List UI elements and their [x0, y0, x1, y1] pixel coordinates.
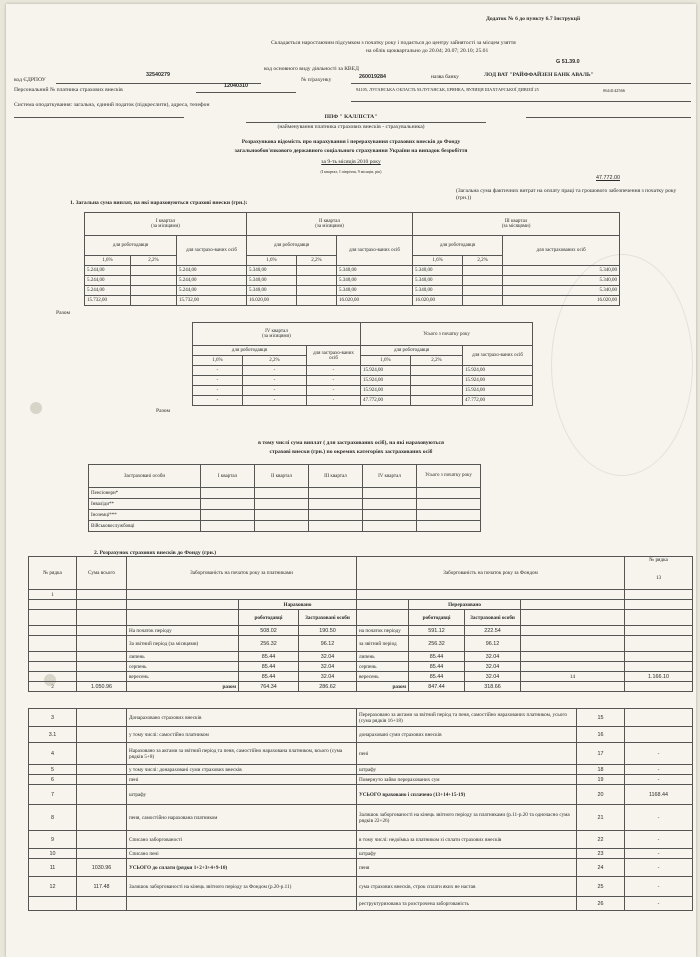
company-name: ППФ " КАЛЛІСТА": [324, 114, 378, 120]
table-row: Інваліди**: [89, 499, 481, 510]
rate-2: 2,2%: [297, 256, 337, 266]
table-row: - - - 15.924,00 15.924,00: [193, 386, 533, 396]
period-caption: (І квартал, І півріччя, 9 місяців, рік): [320, 169, 382, 174]
report-title-2: загальнообов'язкового державного соціального страхування України на випадок безробіття: [234, 148, 468, 154]
rate-2: 2,2%: [131, 256, 177, 266]
table-row: 11 1030.96 УСЬОГО до сплати (рядки 1+2+3+4+9-10) пеня 24 -: [29, 859, 693, 877]
table-row: 3.1 у тому числі: самостійно платником донараховані суми страхових внесків 16: [29, 727, 693, 743]
table-row: Іноземці***: [89, 510, 481, 521]
report-title-1: Розрахункова відомість про нарахування і перерахування страхових внесків до Фонду: [241, 139, 461, 145]
payer-no-label: Персональний № платника страхових внесків: [14, 87, 123, 93]
report-period: за 9-ть місяців 2010 року: [321, 159, 381, 165]
employer-header: для роботодавця: [413, 236, 503, 256]
account: 260019284: [359, 74, 386, 80]
table-row: - - - 15.924,00 15.924,00: [193, 376, 533, 386]
q2-header: ІІ квартал (за місяцями): [247, 213, 413, 236]
registration-note: на облік щоквартально до 20.04; 20.07; 20.10; 25.01: [366, 48, 489, 54]
total-top: 47.772.00: [596, 175, 620, 181]
payments-table-q1-q3: [84, 212, 620, 306]
insured-header: для застрахо-ваних осіб: [177, 236, 247, 266]
table-row: 10 Списано пені штрафу 23 -: [29, 849, 693, 859]
account-label: № п/рахунку: [301, 77, 332, 83]
compiled-note: Складається наростаючим підсумком з початку року і подається до центру зайнятості за місцем узяття: [271, 40, 516, 46]
tax-system-label: Система оподаткування: загальна, єдиний податок (підкреслити), адреса, телефон: [14, 102, 210, 108]
ytd-header: Усього з початку року: [361, 323, 533, 346]
table-row-total: 15.732,00 15.732,00 16.020,00 16.020,00 16.020,00 16.020,00: [85, 296, 620, 306]
contributions-lines-table: [28, 708, 693, 911]
section2-title: 2. Розрахунок страхових внесків до Фонду (грн.): [94, 550, 217, 556]
table-row-total: - - - 47.772,00 47.772,00: [193, 396, 533, 406]
payments-table-q4-ytd: IV квартал (за місяцями) Усього з початку року для роботодавця для застрахо-ваних осіб для роботодавця для застрахо-ваних осіб 1,6% 2,2% 1,6% 2,2% - - - 15.924,00 15.924,00 - - - 15.924,00 15.924,00 - - - 15.924,00 15.924,00 - - - 47.772,00 47.772,00: [192, 322, 533, 406]
contributions-table: № рядка Сума всього Заборгованість на початок року за платниками Заборгованість на початок року за Фондом № рядка 13 1 Нараховано Перераховано роботодавці Застраховані особи роботодавці Застраховані особи На початок періоду 508.02 190.50 на початок періоду 591.12 222.54 За звітний період (за місяцями) 256.32 96.12 за звітний період 256.32 96.12 липень 85.44 32.04 липень 85.44 32.04 серпень 85.44 32.04 серпень 85.44 32.04 вересень 85.44 32.04 вересень 85.44 32.04 14 1.166.10 2 1.050.96 разом 764.34 286.62 разом 847.44 318.66: [28, 556, 693, 692]
table-row: 8 пеня, самостійно нарахована платником Залишок заборгованості на кінець звітного періоду за платниками (р.11-р.20 та одночасно сума рядків 22+26) 21 -: [29, 805, 693, 831]
activity-code-label: код основного виду діяльності за КВЕД: [264, 66, 359, 72]
table-row: 5.244,00 5.244,00 5.340,00 5.340,00 5.340,00 5.340,00: [85, 286, 620, 296]
table-row: 5.244,00 5.244,00 5.340,00 5.340,00 5.340,00 5.340,00: [85, 276, 620, 286]
table-row: 9 Списано заборгованості в тому числі: недоїмка за платником зі сплати страхових внесків 22 -: [29, 831, 693, 849]
activity-code: G 51.39.0: [556, 59, 580, 65]
table-row: 7 штрафу УСЬОГО враховано і сплачено (13+14+15-19) 20 1168.44: [29, 785, 693, 805]
rate-1: 1,6%: [413, 256, 463, 266]
table-row: 4 Нараховано за актами за звітний період та пеня, самостійно нарахована платником, всього (сума рядків 5+8) пені 17 -: [29, 743, 693, 765]
q3-header: ІІІ квартал (за місяцями): [413, 213, 620, 236]
rate-1: 1,6%: [85, 256, 131, 266]
employer-header: для роботодавця: [85, 236, 177, 256]
bank-name: ЛОД ВАТ "РАЙФФАЙЗЕН БАНК АВАЛЬ": [484, 72, 594, 78]
sum-label: Разом: [156, 408, 171, 414]
edrpou: 32540279: [146, 72, 170, 78]
bank-label: назва банку: [431, 74, 459, 80]
q1-header: І квартал (за місяцями): [85, 213, 247, 236]
table-row: 12 117.48 Залишок заборгованості на кінець звітного періоду за Фондом (р.20-р.11) сума страхових внесків, строк сплати яких не настав 25 -: [29, 877, 693, 897]
rate-2: 2,2%: [463, 256, 503, 266]
address: 94105, ЛУГАНСЬКА ОБЛАСТЬ М.ЛУГАНСЬК, БРЯНКА, ВУЛИЦЯ ШАХТАРСЬКОЇ ДИВІЗІЇ 25: [356, 87, 539, 92]
payer-no: 12040310: [224, 83, 248, 89]
table-row: реструктуризована та розстрочена заборгованість 26 -: [29, 897, 693, 911]
table-row: 5 у тому числі: донараховані суми страхових внесків штрафу 18 -: [29, 765, 693, 775]
addendum-text: Додаток № 6 до пункту 6.7 Інструкції: [486, 16, 581, 22]
table-row: - - - 15.924,00 15.924,00: [193, 366, 533, 376]
insured-header: для застрахо-ваних осіб: [337, 236, 413, 266]
table-row: Військовослужбовці: [89, 521, 481, 532]
q4-header: IV квартал (за місяцями): [193, 323, 361, 346]
edrpou-label: код ЄДРПОУ: [14, 77, 46, 83]
document-sheet: [6, 4, 696, 957]
categories-title-1: в тому числі сума виплат ( для застрахованих осіб), на які нараховуються: [258, 440, 444, 446]
sum-label: Разом: [56, 310, 71, 316]
categories-table: Застраховані особи І квартал ІІ квартал ІІІ квартал IV квартал Усього з початку року Пенсіонери* Інваліди** Іноземці*** Військовослужбовці: [88, 464, 481, 532]
section1-note: (Загальна сума фактичних витрат на оплату праці та грошового забезпечення з початку року (грн.)): [456, 188, 677, 201]
categories-title-2: страхові внески (грн.) по окремих категоріях застрахованих осіб: [269, 449, 433, 455]
phone: 0644142566: [603, 88, 625, 93]
section1-title: 1. Загальна сума виплат, на які нараховуються страхові внески (грн.):: [70, 200, 248, 206]
table-row: 3 Донараховано страхових внесків Перераховано за актами за звітний період та пеня, самостійно нарахованих платником, усього (сума рядків 16+18) 15: [29, 709, 693, 727]
punch-hole: [30, 402, 42, 414]
insured-header: для застрахованих осіб: [503, 236, 620, 266]
table-row: 6 пені Повернуто зайво перерахованих сум 19 -: [29, 775, 693, 785]
employer-header: для роботодавця: [247, 236, 337, 256]
company-caption: (найменування платника страхових внесків - страхувальника): [277, 124, 425, 130]
table-row: Пенсіонери*: [89, 488, 481, 499]
rate-1: 1,6%: [247, 256, 297, 266]
table-row: 5.244,00 5.244,00 5.340,00 5.340,00 5.340,00 5.340,00: [85, 266, 620, 276]
